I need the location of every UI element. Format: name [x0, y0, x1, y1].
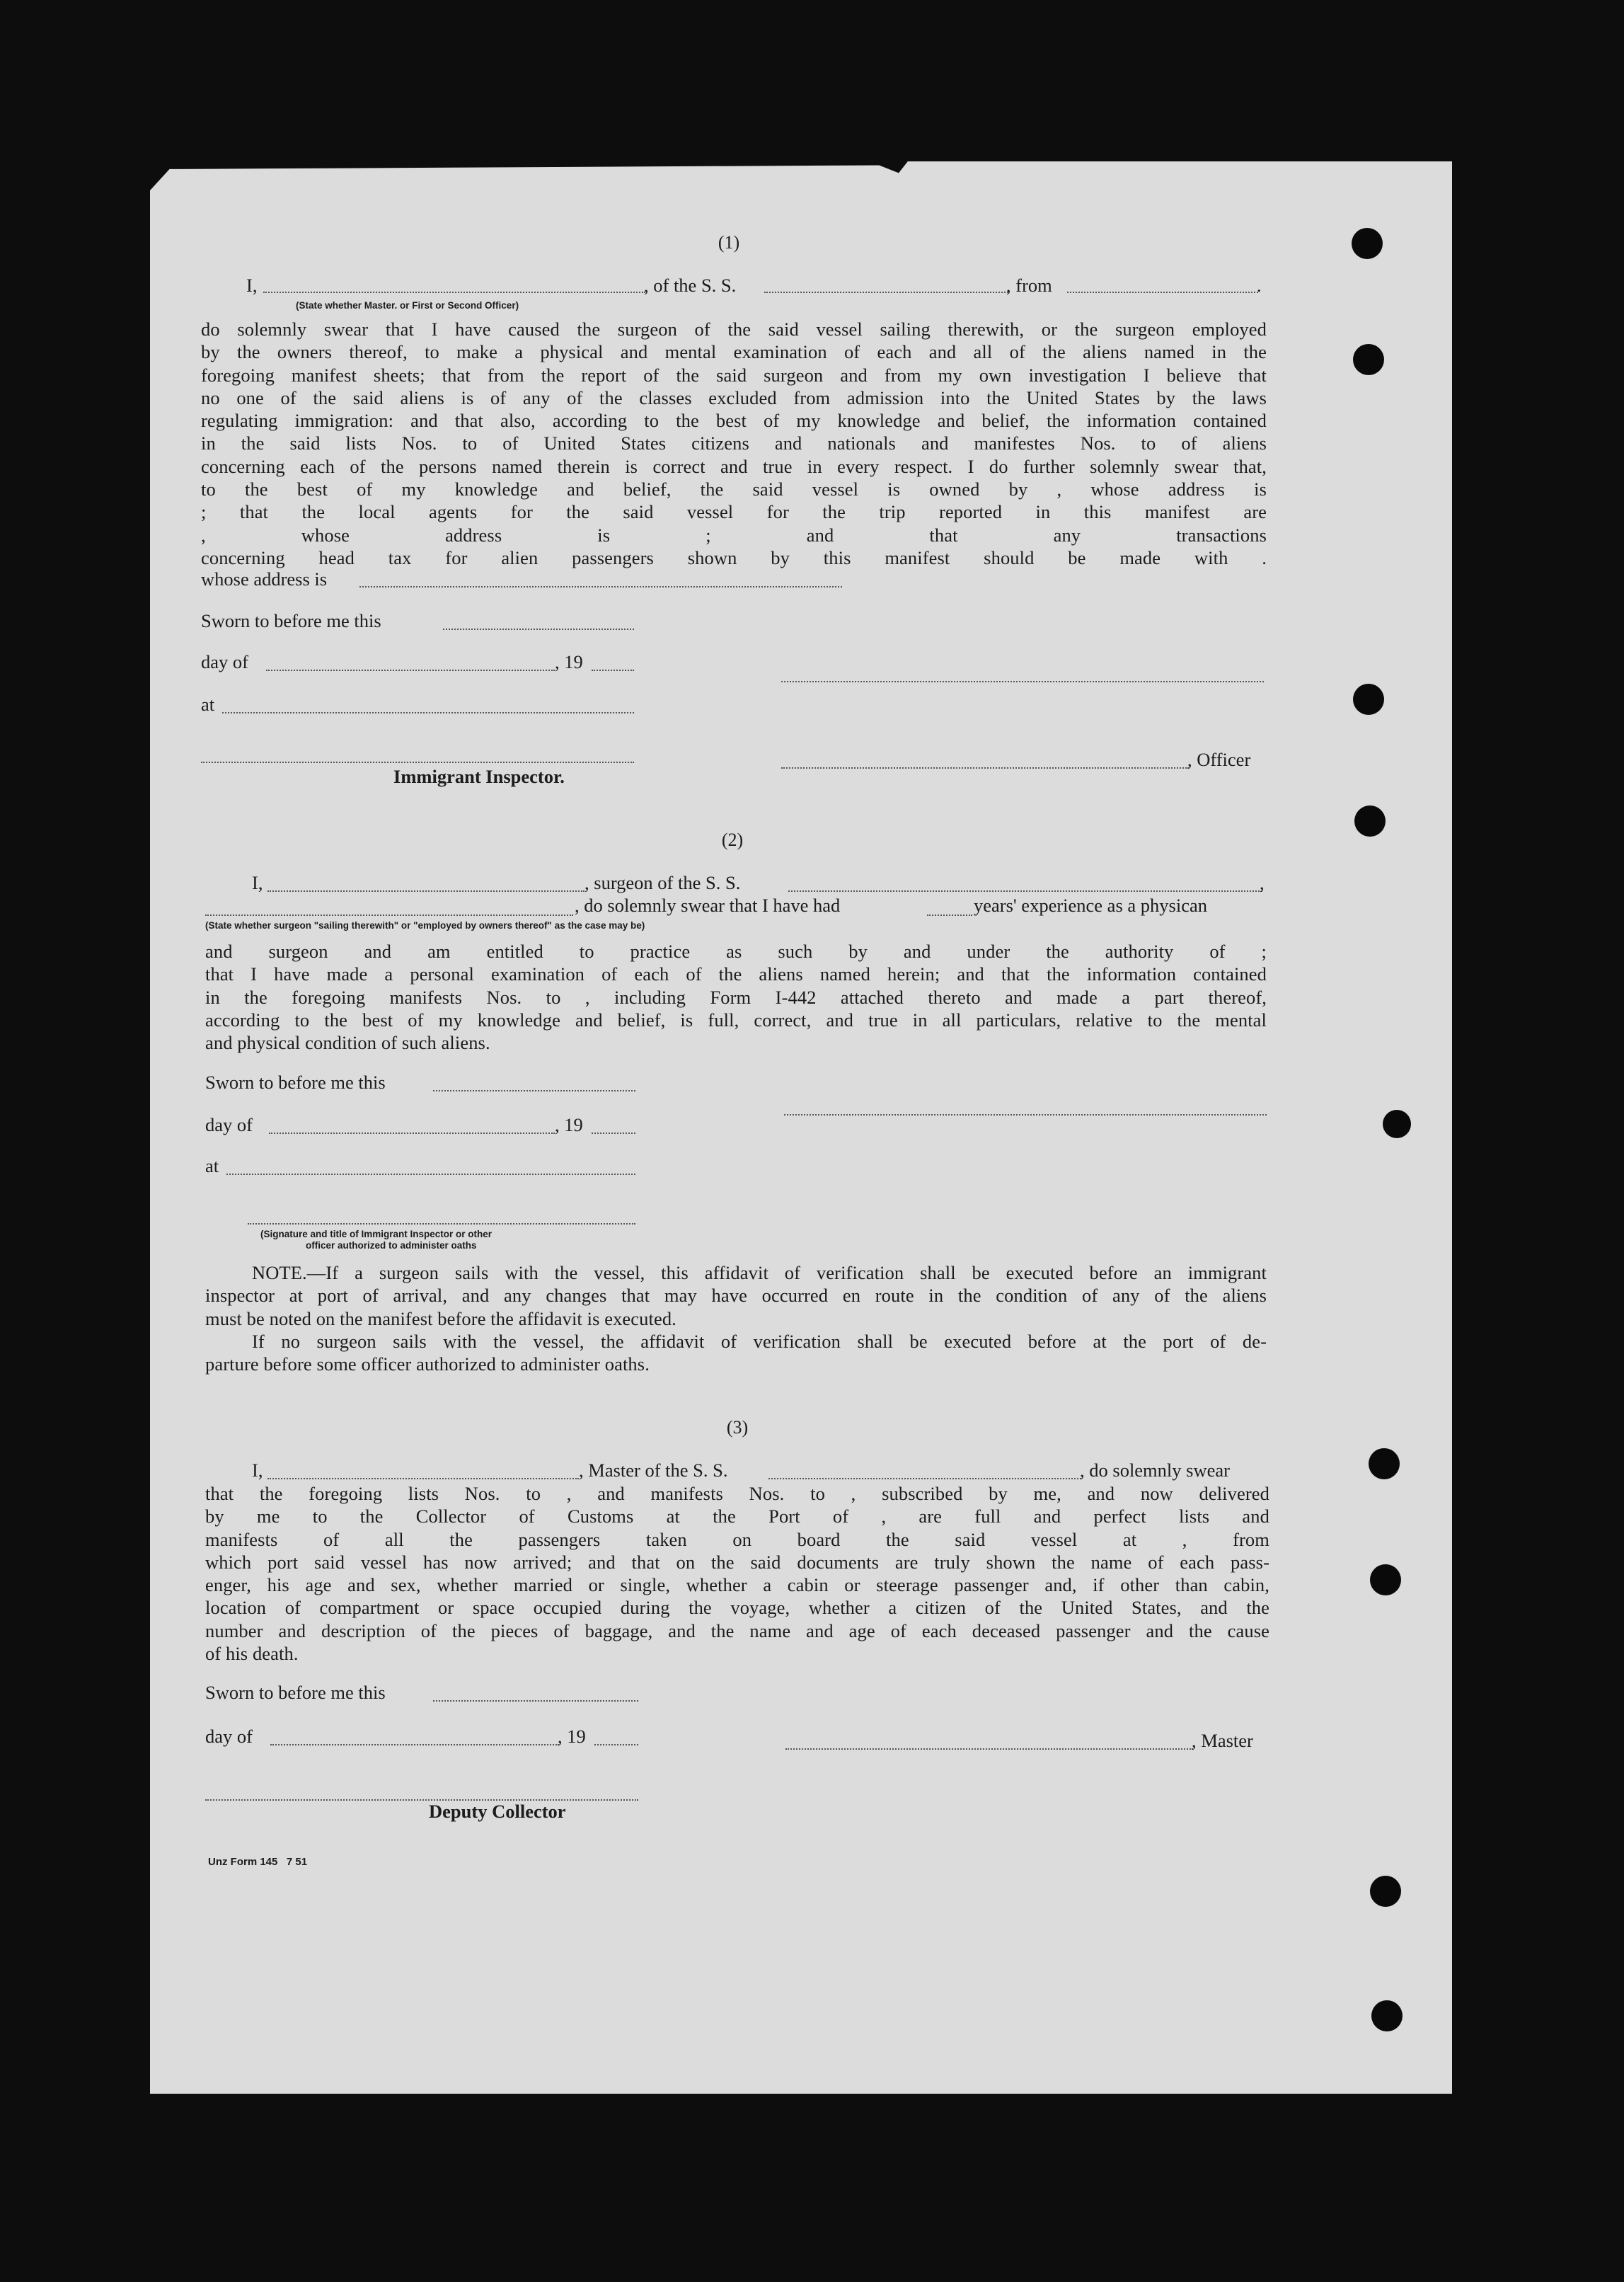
punch-hole: [1354, 805, 1386, 837]
section-2-sworn-date-field[interactable]: [433, 1090, 635, 1091]
deputy-collector-label: Deputy Collector: [429, 1801, 566, 1822]
section-2-at: at: [205, 1155, 219, 1176]
section-1-of-ss: , of the S. S.: [644, 275, 737, 296]
section-2-surgeon-of-ss: , surgeon of the S. S.: [584, 872, 741, 893]
form-number: Unz Form 145 7 51: [208, 1856, 308, 1868]
immigrant-inspector-label: Immigrant Inspector.: [393, 766, 565, 787]
section-1-place-field[interactable]: [222, 712, 634, 713]
punch-hole: [1369, 1448, 1400, 1479]
section-3-oath: that the foregoing lists Nos. to , and manifests Nos. to , subscribed by me, and now delivered by me to the Collector of Customs at the Port of , are full and perfect lists and manifests of all the passengers taken on board the said vessel at , from which port said vessel has now arrived; and that on the said documents are truly shown the name of each pass- enger, his age and sex, whether married or single, whether a cabin or steerage passenger and, if other than cabin, location of compartment or space occupied during the voyage, whether a citizen of the United States, and the number and description of the pieces of baggage, and the name and age of each deceased passenger and the cause of his death.: [205, 1483, 1269, 1665]
section-3-month-field[interactable]: [270, 1744, 559, 1745]
deputy-collector-signature-line[interactable]: [205, 1799, 638, 1801]
section-1-month-field[interactable]: [266, 670, 555, 671]
surgeon-status-field[interactable]: [205, 914, 573, 916]
section-3-year-prefix: , 19: [558, 1726, 586, 1747]
section-2-oath: and surgeon and am entitled to practice as such by and under the authority of ; that I have made a personal examination of each of the aliens named herein; and that the information contained in the foregoing manifests Nos. to , including Form I-442 attached thereto and made a part thereof, according to the best of my knowledge and belief, is full, correct, and true in all particulars, relative to the mental and physical condition of such aliens.: [205, 941, 1267, 1054]
punch-hole: [1352, 228, 1383, 259]
surgeon-name-field[interactable]: [267, 890, 584, 892]
section-1-oath: do solemnly swear that I have caused the surgeon of the said vessel sailing therewith, or the surgeon employed by the owners thereof, to make a physical and mental examination of each and all of the aliens named in the foregoing manifest sheets; that from the report of the said surgeon and from my own investigation I believe that no one of the said aliens is of any of the classes excluded from admission into the United States by the laws regulating immigration: and that also, according to the best of my knowledge and belief, the information contained in the said lists Nos. to of United States citizens and nationals and manifestes Nos. to of aliens concerning each of the persons named therein is correct and true in every respect. I do further solemnly swear that, to the best of my knowledge and belief, the said vessel is owned by , whose address is ; that the local agents for the said vessel for the trip reported in this manifest are , whose address is ; and that any transactions concerning head tax for alien passengers shown by this manifest should be made with .: [201, 319, 1267, 568]
master-signature-line[interactable]: [785, 1748, 1193, 1750]
section-2-month-field[interactable]: [269, 1133, 555, 1134]
punch-hole: [1370, 1564, 1401, 1595]
section-3-year-field[interactable]: [594, 1744, 638, 1745]
section-2-swear: , do solemnly swear that I have had: [575, 895, 841, 916]
section-2-years: years' experience as a physican: [974, 895, 1207, 916]
section-1-officer-sig-top-line[interactable]: [781, 681, 1264, 682]
section-2-sworn: Sworn to before me this: [205, 1072, 386, 1093]
section-3-sworn-date-field[interactable]: [433, 1700, 638, 1702]
section-2-signature-note-1: (Signature and title of Immigrant Inspector or other: [260, 1229, 493, 1239]
section-2-signature-note-2: officer authorized to administer oaths: [306, 1240, 477, 1251]
section-1-day-of: day of: [201, 651, 248, 672]
section-1-heading: (1): [718, 232, 740, 253]
section-3-sworn: Sworn to before me this: [205, 1682, 386, 1703]
section-1-officer-label: , Officer: [1187, 749, 1251, 770]
section-2-i: I,: [252, 872, 263, 893]
punch-hole: [1353, 684, 1384, 715]
officer-title-field[interactable]: [263, 292, 645, 293]
section-2-day-of: day of: [205, 1114, 253, 1135]
section-1-i: I,: [246, 275, 258, 296]
note-paragraph: NOTE.—If a surgeon sails with the vessel, this affidavit of verification shall be executed before an immigrant inspector at port of arrival, and any changes that may have occurred en route in the condition of any of the aliens must be noted on the manifest before the affidavit is executed. If no surgeon sails with the vessel, the affidavit of verification shall be executed before at the port of de- parture before some officer authorized to administer oaths.: [205, 1262, 1267, 1375]
section-2-year-prefix: , 19: [555, 1114, 583, 1135]
section-2-inspector-signature-line[interactable]: [248, 1223, 635, 1225]
section-1-year-field[interactable]: [592, 670, 634, 671]
section-1-sworn: Sworn to before me this: [201, 610, 381, 631]
surgeon-status-note: (State whether surgeon "sailing therewith" or "employed by owners thereof" as the case may be): [205, 920, 645, 931]
years-experience-field[interactable]: [927, 914, 972, 916]
punch-hole: [1370, 1876, 1401, 1907]
section-1-whose-address: whose address is: [201, 568, 328, 590]
master-name-field[interactable]: [267, 1478, 579, 1479]
section-2-place-field[interactable]: [226, 1174, 635, 1175]
surgeon-vessel-field[interactable]: [788, 890, 1262, 892]
section-2-line-1-end: ,: [1260, 872, 1265, 893]
section-1-year-prefix: , 19: [555, 651, 583, 672]
departure-port-field[interactable]: [1067, 292, 1258, 293]
head-tax-address-field[interactable]: [359, 586, 842, 587]
section-1-from: , from: [1006, 275, 1052, 296]
section-3-master-of-ss: , Master of the S. S.: [579, 1460, 728, 1481]
punch-hole: [1383, 1110, 1411, 1138]
section-1-at: at: [201, 694, 215, 715]
section-1-sworn-date-field[interactable]: [443, 629, 634, 630]
officer-title-note: (State whether Master. or First or Second Officer): [296, 300, 519, 311]
section-2-year-field[interactable]: [592, 1133, 635, 1134]
section-3-i: I,: [252, 1460, 263, 1481]
section-2-heading: (2): [721, 830, 744, 850]
section-1-inspector-signature-line[interactable]: [201, 762, 634, 763]
section-1-officer-signature-line[interactable]: [781, 767, 1189, 769]
section-3-vessel-field[interactable]: [768, 1478, 1081, 1479]
punch-hole: [1353, 344, 1384, 375]
vessel-name-field[interactable]: [764, 292, 1008, 293]
punch-hole: [1371, 2000, 1403, 2031]
section-3-day-of: day of: [205, 1726, 253, 1747]
section-3-swear: , do solemnly swear: [1080, 1460, 1230, 1481]
section-2-surgeon-signature-line[interactable]: [784, 1114, 1267, 1116]
section-3-heading: (3): [726, 1417, 749, 1438]
section-3-master-label: , Master: [1192, 1730, 1253, 1751]
section-1-end: .: [1257, 275, 1262, 296]
